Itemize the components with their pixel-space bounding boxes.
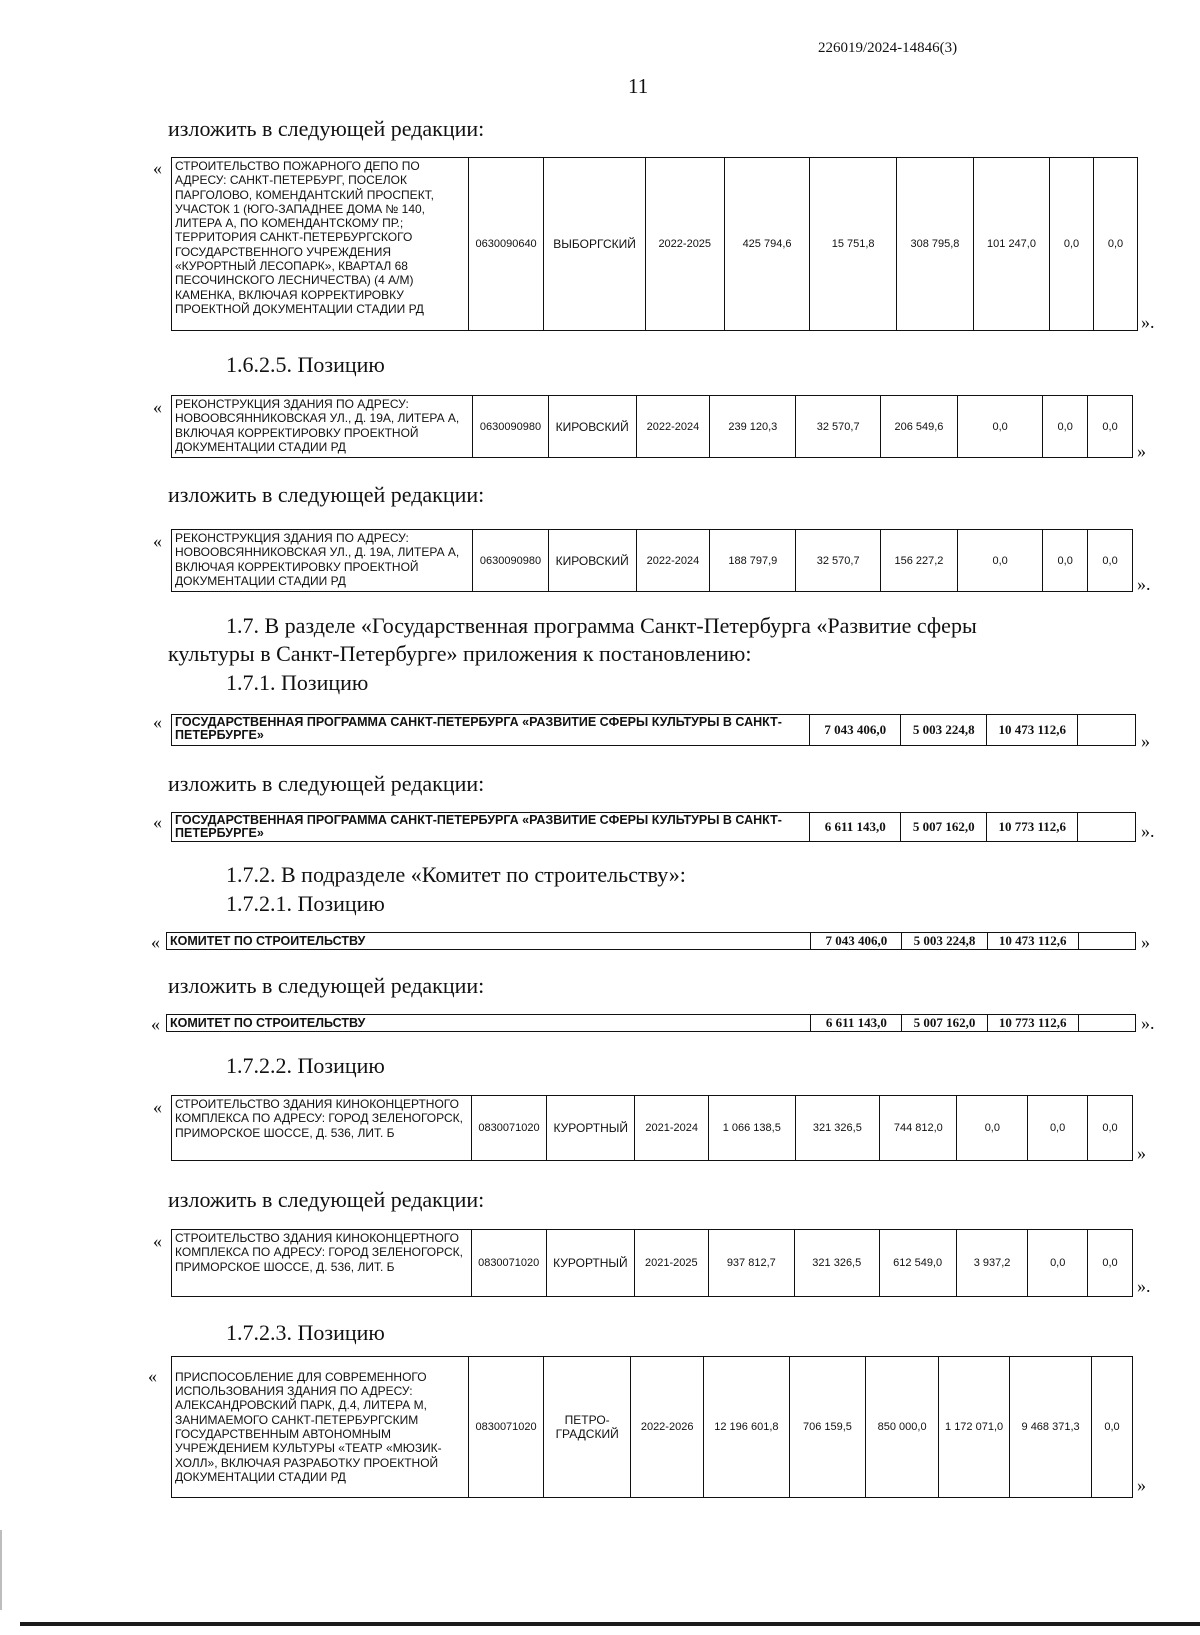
period: 2022-2025 [645, 158, 724, 331]
value-col: 0,0 [1043, 530, 1088, 592]
data-table [171, 395, 1133, 458]
value-col: 32 570,7 [796, 396, 880, 458]
new-edition-heading: изложить в следующей редакции: [168, 482, 485, 507]
value-col: 0,0 [1028, 1230, 1088, 1297]
period: 2021-2024 [635, 1096, 709, 1161]
new-edition-heading: изложить в следующей редакции: [168, 116, 485, 141]
value-col: 612 549,0 [879, 1230, 956, 1297]
object-name: СТРОИТЕЛЬСТВО ЗДАНИЯ КИНОКОНЦЕРТНОГО КОМПЛЕКСА ПО АДРЕСУ: ГОРОД ЗЕЛЕНОГОРСК, ПРИМОРСКОЕ ШОССЕ, Д. 536, ЛИТ. Б [172, 1230, 472, 1297]
table-row [167, 1015, 1136, 1032]
open-quote: « [153, 1097, 162, 1117]
period: 2021-2025 [635, 1230, 709, 1297]
budget-code: 0830071020 [471, 1096, 546, 1161]
open-quote: « [153, 812, 162, 832]
table-row [172, 813, 1136, 842]
committee-name: КОМИТЕТ ПО СТРОИТЕЛЬСТВУ [167, 933, 811, 950]
close-quote: » [1137, 1475, 1146, 1495]
table-row [167, 933, 1136, 950]
object-name: СТРОИТЕЛЬСТВО ЗДАНИЯ КИНОКОНЦЕРТНОГО КОМПЛЕКСА ПО АДРЕСУ: ГОРОД ЗЕЛЕНОГОРСК, ПРИМОРСКОЕ ШОССЕ, Д. 536, ЛИТ. Б [172, 1096, 472, 1161]
data-table [171, 1095, 1133, 1161]
budget-code: 0830071020 [471, 1230, 546, 1297]
table-row [172, 1357, 1133, 1498]
empty-cell [1078, 1015, 1135, 1032]
budget-code: 0630090640 [468, 158, 544, 331]
open-quote: « [153, 531, 162, 551]
district: КИРОВСКИЙ [548, 396, 636, 458]
object-name: ПРИСПОСОБЛЕНИЕ ДЛЯ СОВРЕМЕННОГО ИСПОЛЬЗОВАНИЯ ЗДАНИЯ ПО АДРЕСУ: АЛЕКСАНДРОВСКИЙ ПАРК, Д.4, ЛИТЕРА М, ЗАНИМАЕМОГО САНКТ-ПЕТЕРБУРГСКИМ ГОСУДАРСТВЕННЫМ АВТОНОМНЫМ УЧРЕЖДЕНИЕМ КУЛЬТУРЫ «ТЕАТР «МЮЗИК-ХОЛЛ», ВКЛЮЧАЯ РАЗРАБОТКУ ПРОЕКТНОЙ ДОКУМЕНТАЦИИ СТАДИИ РД [172, 1357, 469, 1498]
value-col: 706 159,5 [789, 1357, 866, 1498]
value-col: 0,0 [1050, 158, 1094, 331]
value-col: 5 007 162,0 [902, 1015, 987, 1032]
object-name: РЕКОНСТРУКЦИЯ ЗДАНИЯ ПО АДРЕСУ: НОВООВСЯННИКОВСКАЯ УЛ., Д. 19А, ЛИТЕРА А, ВКЛЮЧАЯ КОРРЕКТИРОВКУ ПРОЕКТНОЙ ДОКУМЕНТАЦИИ СТАДИИ РД [172, 396, 473, 458]
value-col: 0,0 [1092, 1357, 1133, 1498]
value-col: 1 172 071,0 [939, 1357, 1010, 1498]
table-row [172, 1230, 1133, 1297]
value-col: 0,0 [1043, 396, 1088, 458]
data-table [171, 1229, 1133, 1297]
section-heading: 1.7.2.3. Позицию [226, 1320, 385, 1345]
empty-cell [1078, 813, 1136, 842]
scan-edge [0, 1530, 2, 1610]
value-col: 206 549,6 [880, 396, 957, 458]
value-total: 188 797,9 [710, 530, 796, 592]
table-row [172, 396, 1133, 458]
value-col: 101 247,0 [973, 158, 1049, 331]
value-col: 10 473 112,6 [987, 715, 1078, 746]
value-col: 5 003 224,8 [901, 715, 987, 746]
new-edition-heading: изложить в следующей редакции: [168, 973, 485, 998]
new-edition-heading: изложить в следующей редакции: [168, 771, 485, 796]
close-quote: » [1137, 441, 1146, 461]
data-table [171, 529, 1133, 592]
value-col: 5 007 162,0 [901, 813, 987, 842]
document-id: 226019/2024-14846(3) [818, 40, 958, 56]
value-total: 425 794,6 [724, 158, 810, 331]
data-table [171, 812, 1136, 842]
scan-bottom-line [20, 1622, 1200, 1626]
value-total: 239 120,3 [710, 396, 796, 458]
budget-code: 0630090980 [473, 530, 548, 592]
empty-cell [1078, 715, 1136, 746]
value-col: 744 812,0 [880, 1096, 957, 1161]
open-quote: « [151, 932, 160, 952]
value-total: 1 066 138,5 [709, 1096, 796, 1161]
data-table [171, 714, 1136, 746]
value-col: 32 570,7 [796, 530, 880, 592]
value-col: 0,0 [1087, 1096, 1132, 1161]
section-heading: 1.7.1. Позицию [226, 670, 369, 695]
open-quote: « [153, 158, 162, 178]
paragraph-1-7-line1: 1.7. В разделе «Государственная программа Санкт-Петербурга «Развитие сферы [226, 613, 977, 638]
budget-code: 0830071020 [469, 1357, 544, 1498]
close-quote: » [1141, 731, 1150, 751]
value-col: 0,0 [1088, 396, 1133, 458]
data-table [166, 1014, 1136, 1032]
close-quote: » [1141, 932, 1150, 952]
table-row [172, 715, 1136, 746]
section-heading: 1.7.2.1. Позицию [226, 891, 385, 916]
value-col: 0,0 [957, 396, 1042, 458]
value-col: 5 003 224,8 [902, 933, 987, 950]
data-table [171, 1356, 1133, 1498]
section-heading: 1.7.2.2. Позицию [226, 1053, 385, 1078]
section-heading: 1.7.2. В подразделе «Комитет по строительству»: [226, 862, 686, 887]
close-quote-dot: ». [1141, 312, 1155, 332]
value-col: 10 773 112,6 [987, 813, 1078, 842]
section-heading: 1.6.2.5. Позицию [226, 352, 385, 377]
period: 2022-2026 [631, 1357, 704, 1498]
close-quote-dot: ». [1141, 1013, 1155, 1033]
open-quote: « [153, 712, 162, 732]
value-total: 937 812,7 [708, 1230, 794, 1297]
value-col: 321 326,5 [795, 1096, 880, 1161]
table-row [172, 530, 1133, 592]
value-col: 7 043 406,0 [810, 715, 901, 746]
value-col: 321 326,5 [794, 1230, 879, 1297]
value-col: 15 751,8 [810, 158, 897, 331]
value-col: 7 043 406,0 [811, 933, 902, 950]
close-quote-dot: ». [1137, 574, 1151, 594]
value-col: 0,0 [1088, 1230, 1133, 1297]
value-col: 6 611 143,0 [810, 813, 901, 842]
value-col: 0,0 [1028, 1096, 1088, 1161]
value-col: 0,0 [957, 530, 1042, 592]
paragraph-1-7-line2: культуры в Санкт-Петербурге» приложения к постановлению: [168, 641, 752, 666]
new-edition-heading: изложить в следующей редакции: [168, 1187, 485, 1212]
open-quote: « [153, 397, 162, 417]
committee-name: КОМИТЕТ ПО СТРОИТЕЛЬСТВУ [167, 1015, 811, 1032]
open-quote: « [151, 1014, 160, 1034]
district: ВЫБОРГСКИЙ [544, 158, 645, 331]
close-quote-dot: ». [1137, 1276, 1151, 1296]
district: КИРОВСКИЙ [548, 530, 636, 592]
close-quote-dot: ». [1141, 821, 1155, 841]
table-row [172, 158, 1138, 331]
value-total: 12 196 601,8 [704, 1357, 790, 1498]
close-quote: » [1137, 1143, 1146, 1163]
district: КУРОРТНЫЙ [546, 1230, 634, 1297]
value-col: 308 795,8 [896, 158, 973, 331]
value-col: 0,0 [957, 1096, 1028, 1161]
table-row [172, 1096, 1133, 1161]
value-col: 850 000,0 [866, 1357, 939, 1498]
value-col: 6 611 143,0 [811, 1015, 902, 1032]
open-quote: « [153, 1231, 162, 1251]
object-name: СТРОИТЕЛЬСТВО ПОЖАРНОГО ДЕПО ПО АДРЕСУ: САНКТ-ПЕТЕРБУРГ, ПОСЕЛОК ПАРГОЛОВО, КОМЕНДАНТСКИЙ ПРОСПЕКТ, УЧАСТОК 1 (ЮГО-ЗАПАДНЕЕ ДОМА № 140, ЛИТЕРА А, ПО КОМЕНДАНТСКОМУ ПР.; ТЕРРИТОРИЯ САНКТ-ПЕТЕРБУРГСКОГО ГОСУДАРСТВЕННОГО УЧРЕЖДЕНИЯ «КУРОРТНЫЙ ЛЕСОПАРК», КВАРТАЛ 68 ПЕСОЧИНСКОГО ЛЕСНИЧЕСТВА) (4 А/М) КАМЕНКА, ВКЛЮЧАЯ КОРРЕКТИРОВКУ ПРОЕКТНОЙ ДОКУМЕНТАЦИИ СТАДИИ РД [172, 158, 469, 331]
value-col: 10 473 112,6 [987, 933, 1078, 950]
value-col: 10 773 112,6 [987, 1015, 1078, 1032]
open-quote: « [148, 1366, 157, 1386]
district: КУРОРТНЫЙ [547, 1096, 635, 1161]
value-col: 0,0 [1093, 158, 1137, 331]
value-col: 0,0 [1088, 530, 1133, 592]
district: ПЕТРО-ГРАДСКИЙ [544, 1357, 631, 1498]
empty-cell [1078, 933, 1135, 950]
period: 2022-2024 [636, 530, 709, 592]
period: 2022-2024 [636, 396, 709, 458]
budget-code: 0630090980 [473, 396, 548, 458]
program-name: ГОСУДАРСТВЕННАЯ ПРОГРАММА САНКТ-ПЕТЕРБУРГА «РАЗВИТИЕ СФЕРЫ КУЛЬТУРЫ В САНКТ-ПЕТЕРБУРГЕ» [172, 813, 810, 842]
value-col: 3 937,2 [956, 1230, 1028, 1297]
page-number: 11 [628, 74, 649, 98]
value-col: 156 227,2 [880, 530, 957, 592]
data-table [171, 157, 1138, 331]
value-col: 9 468 371,3 [1010, 1357, 1092, 1498]
program-name: ГОСУДАРСТВЕННАЯ ПРОГРАММА САНКТ-ПЕТЕРБУРГА «РАЗВИТИЕ СФЕРЫ КУЛЬТУРЫ В САНКТ-ПЕТЕРБУРГЕ» [172, 715, 810, 746]
data-table [166, 932, 1136, 950]
object-name: РЕКОНСТРУКЦИЯ ЗДАНИЯ ПО АДРЕСУ: НОВООВСЯННИКОВСКАЯ УЛ., Д. 19А, ЛИТЕРА А, ВКЛЮЧАЯ КОРРЕКТИРОВКУ ПРОЕКТНОЙ ДОКУМЕНТАЦИИ СТАДИИ РД [172, 530, 473, 592]
